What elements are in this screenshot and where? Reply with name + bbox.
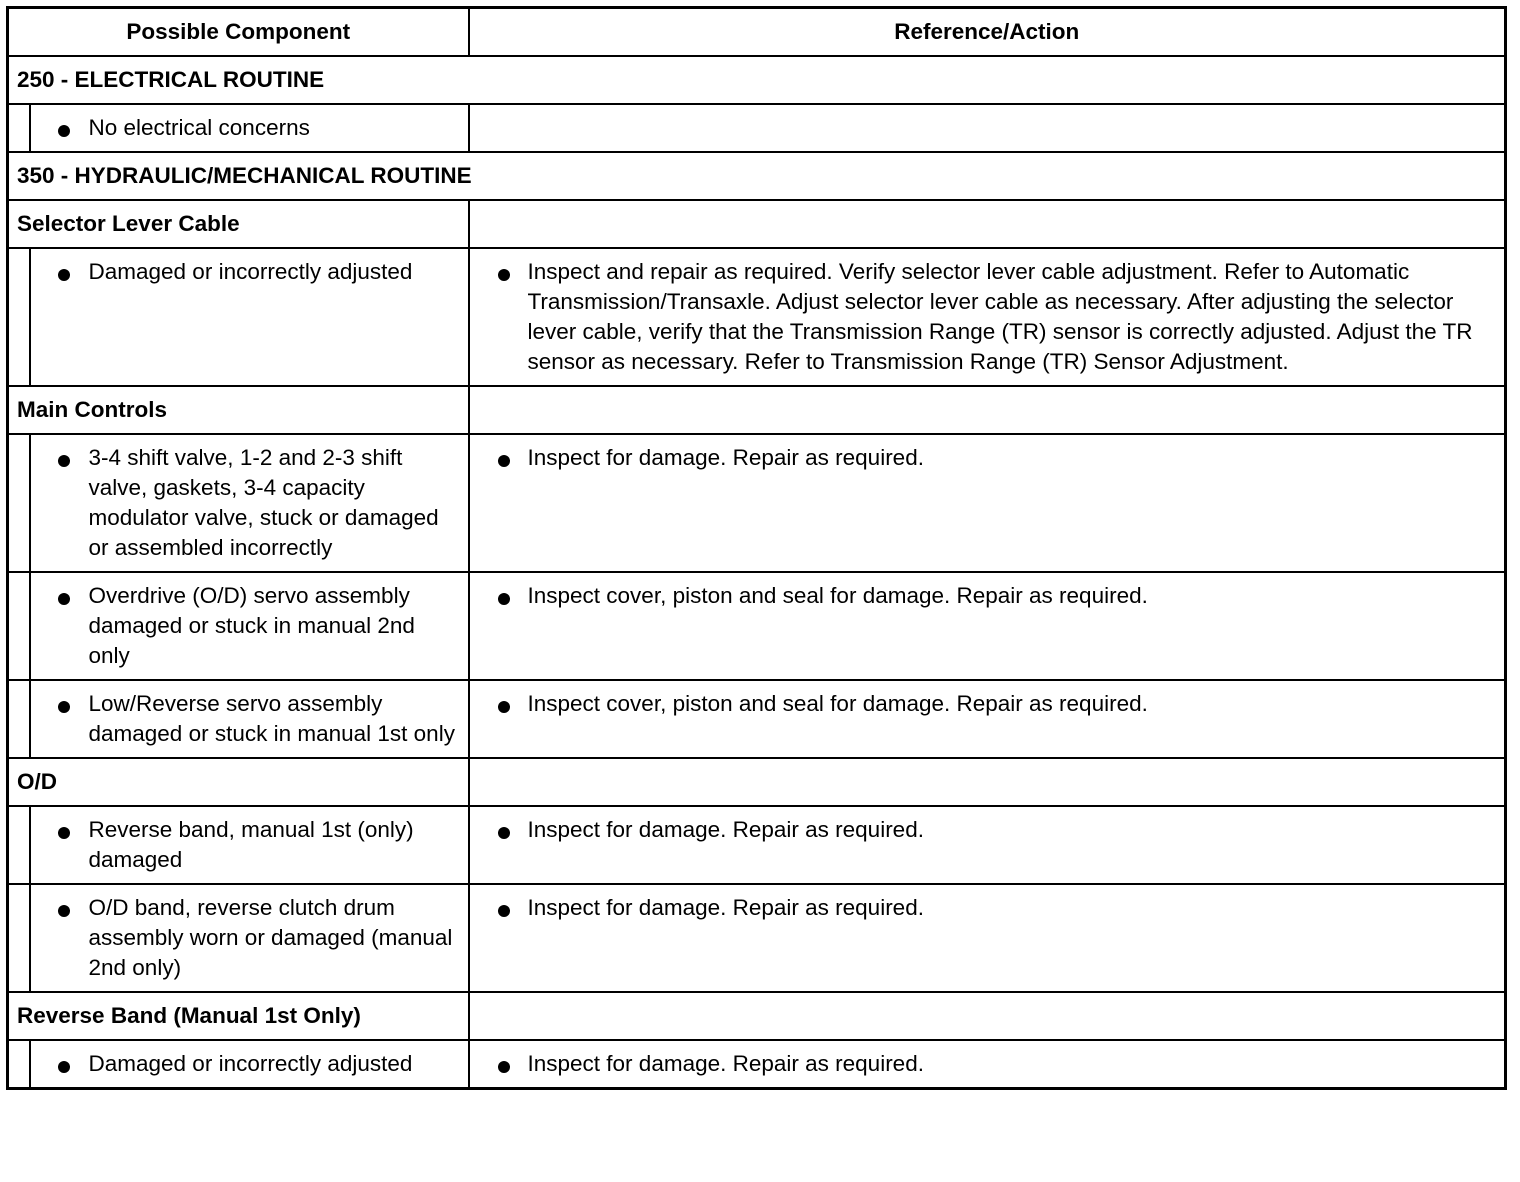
bullet-icon xyxy=(498,455,510,467)
action-text: Inspect cover, piston and seal for damage. Repair as required. xyxy=(527,691,1148,716)
component-text: Damaged or incorrectly adjusted xyxy=(88,259,413,284)
bullet-icon xyxy=(498,269,510,281)
action-text: Inspect for damage. Repair as required. xyxy=(527,1051,924,1076)
action-text: Inspect cover, piston and seal for damage. Repair as required. xyxy=(527,583,1148,608)
group-main-controls: Main Controls xyxy=(8,386,469,434)
component-text: Low/Reverse servo assembly damaged or stuck in manual 1st only xyxy=(88,691,455,746)
action-text: Inspect and repair as required. Verify selector lever cable adjustment. Refer to Automatic Transmission/Transaxle. Adjust selector lever cable as necessary. After adjusting the selector lever cable, verify that the Transmission Range (TR) sensor is correctly adjusted. Adjust the TR sensor as necessary. Refer to Transmission Range (TR) Sensor Adjustment. xyxy=(527,259,1473,374)
action-cell xyxy=(469,104,1506,152)
table-row xyxy=(8,104,1506,152)
bullet-icon xyxy=(58,269,70,281)
bullet-icon xyxy=(58,701,70,713)
table-row xyxy=(8,248,1506,386)
diagnostic-table xyxy=(6,6,1507,1090)
bullet-icon xyxy=(498,593,510,605)
bullet-icon xyxy=(58,455,70,467)
action-text: Inspect for damage. Repair as required. xyxy=(527,895,924,920)
component-text: No electrical concerns xyxy=(88,115,310,140)
bullet-icon xyxy=(498,905,510,917)
section-hydraulic: 350 - HYDRAULIC/MECHANICAL ROUTINE xyxy=(8,152,1506,200)
bullet-icon xyxy=(58,1061,70,1073)
group-row xyxy=(8,200,1506,248)
table-row xyxy=(8,572,1506,680)
bullet-icon xyxy=(58,593,70,605)
section-electrical: 250 - ELECTRICAL ROUTINE xyxy=(8,56,1506,104)
header-component: Possible Component xyxy=(8,8,469,57)
component-text: 3-4 shift valve, 1-2 and 2-3 shift valve, gaskets, 3-4 capacity modulator valve, stuck or damaged or assembled incorrectly xyxy=(88,445,439,560)
component-text: O/D band, reverse clutch drum assembly worn or damaged (manual 2nd only) xyxy=(88,895,453,980)
bullet-icon xyxy=(498,1061,510,1073)
component-text: Overdrive (O/D) servo assembly damaged or stuck in manual 2nd only xyxy=(88,583,415,668)
group-row xyxy=(8,758,1506,806)
bullet-icon xyxy=(498,827,510,839)
component-text: Reverse band, manual 1st (only) damaged xyxy=(88,817,414,872)
header-action: Reference/Action xyxy=(469,8,1506,57)
action-text: Inspect for damage. Repair as required. xyxy=(527,817,924,842)
bullet-icon xyxy=(498,701,510,713)
table-row xyxy=(8,884,1506,992)
bullet-icon xyxy=(58,125,70,137)
group-od: O/D xyxy=(8,758,469,806)
component-text: Damaged or incorrectly adjusted xyxy=(88,1051,413,1076)
bullet-icon xyxy=(58,827,70,839)
group-row xyxy=(8,386,1506,434)
section-row xyxy=(8,56,1506,104)
table-row xyxy=(8,806,1506,884)
header-row xyxy=(8,8,1506,57)
group-reverse-band: Reverse Band (Manual 1st Only) xyxy=(8,992,469,1040)
section-row xyxy=(8,152,1506,200)
bullet-icon xyxy=(58,905,70,917)
group-row xyxy=(8,992,1506,1040)
action-text: Inspect for damage. Repair as required. xyxy=(527,445,924,470)
table-row xyxy=(8,434,1506,572)
table-row xyxy=(8,1040,1506,1089)
table-row xyxy=(8,680,1506,758)
group-selector-lever-cable: Selector Lever Cable xyxy=(8,200,469,248)
